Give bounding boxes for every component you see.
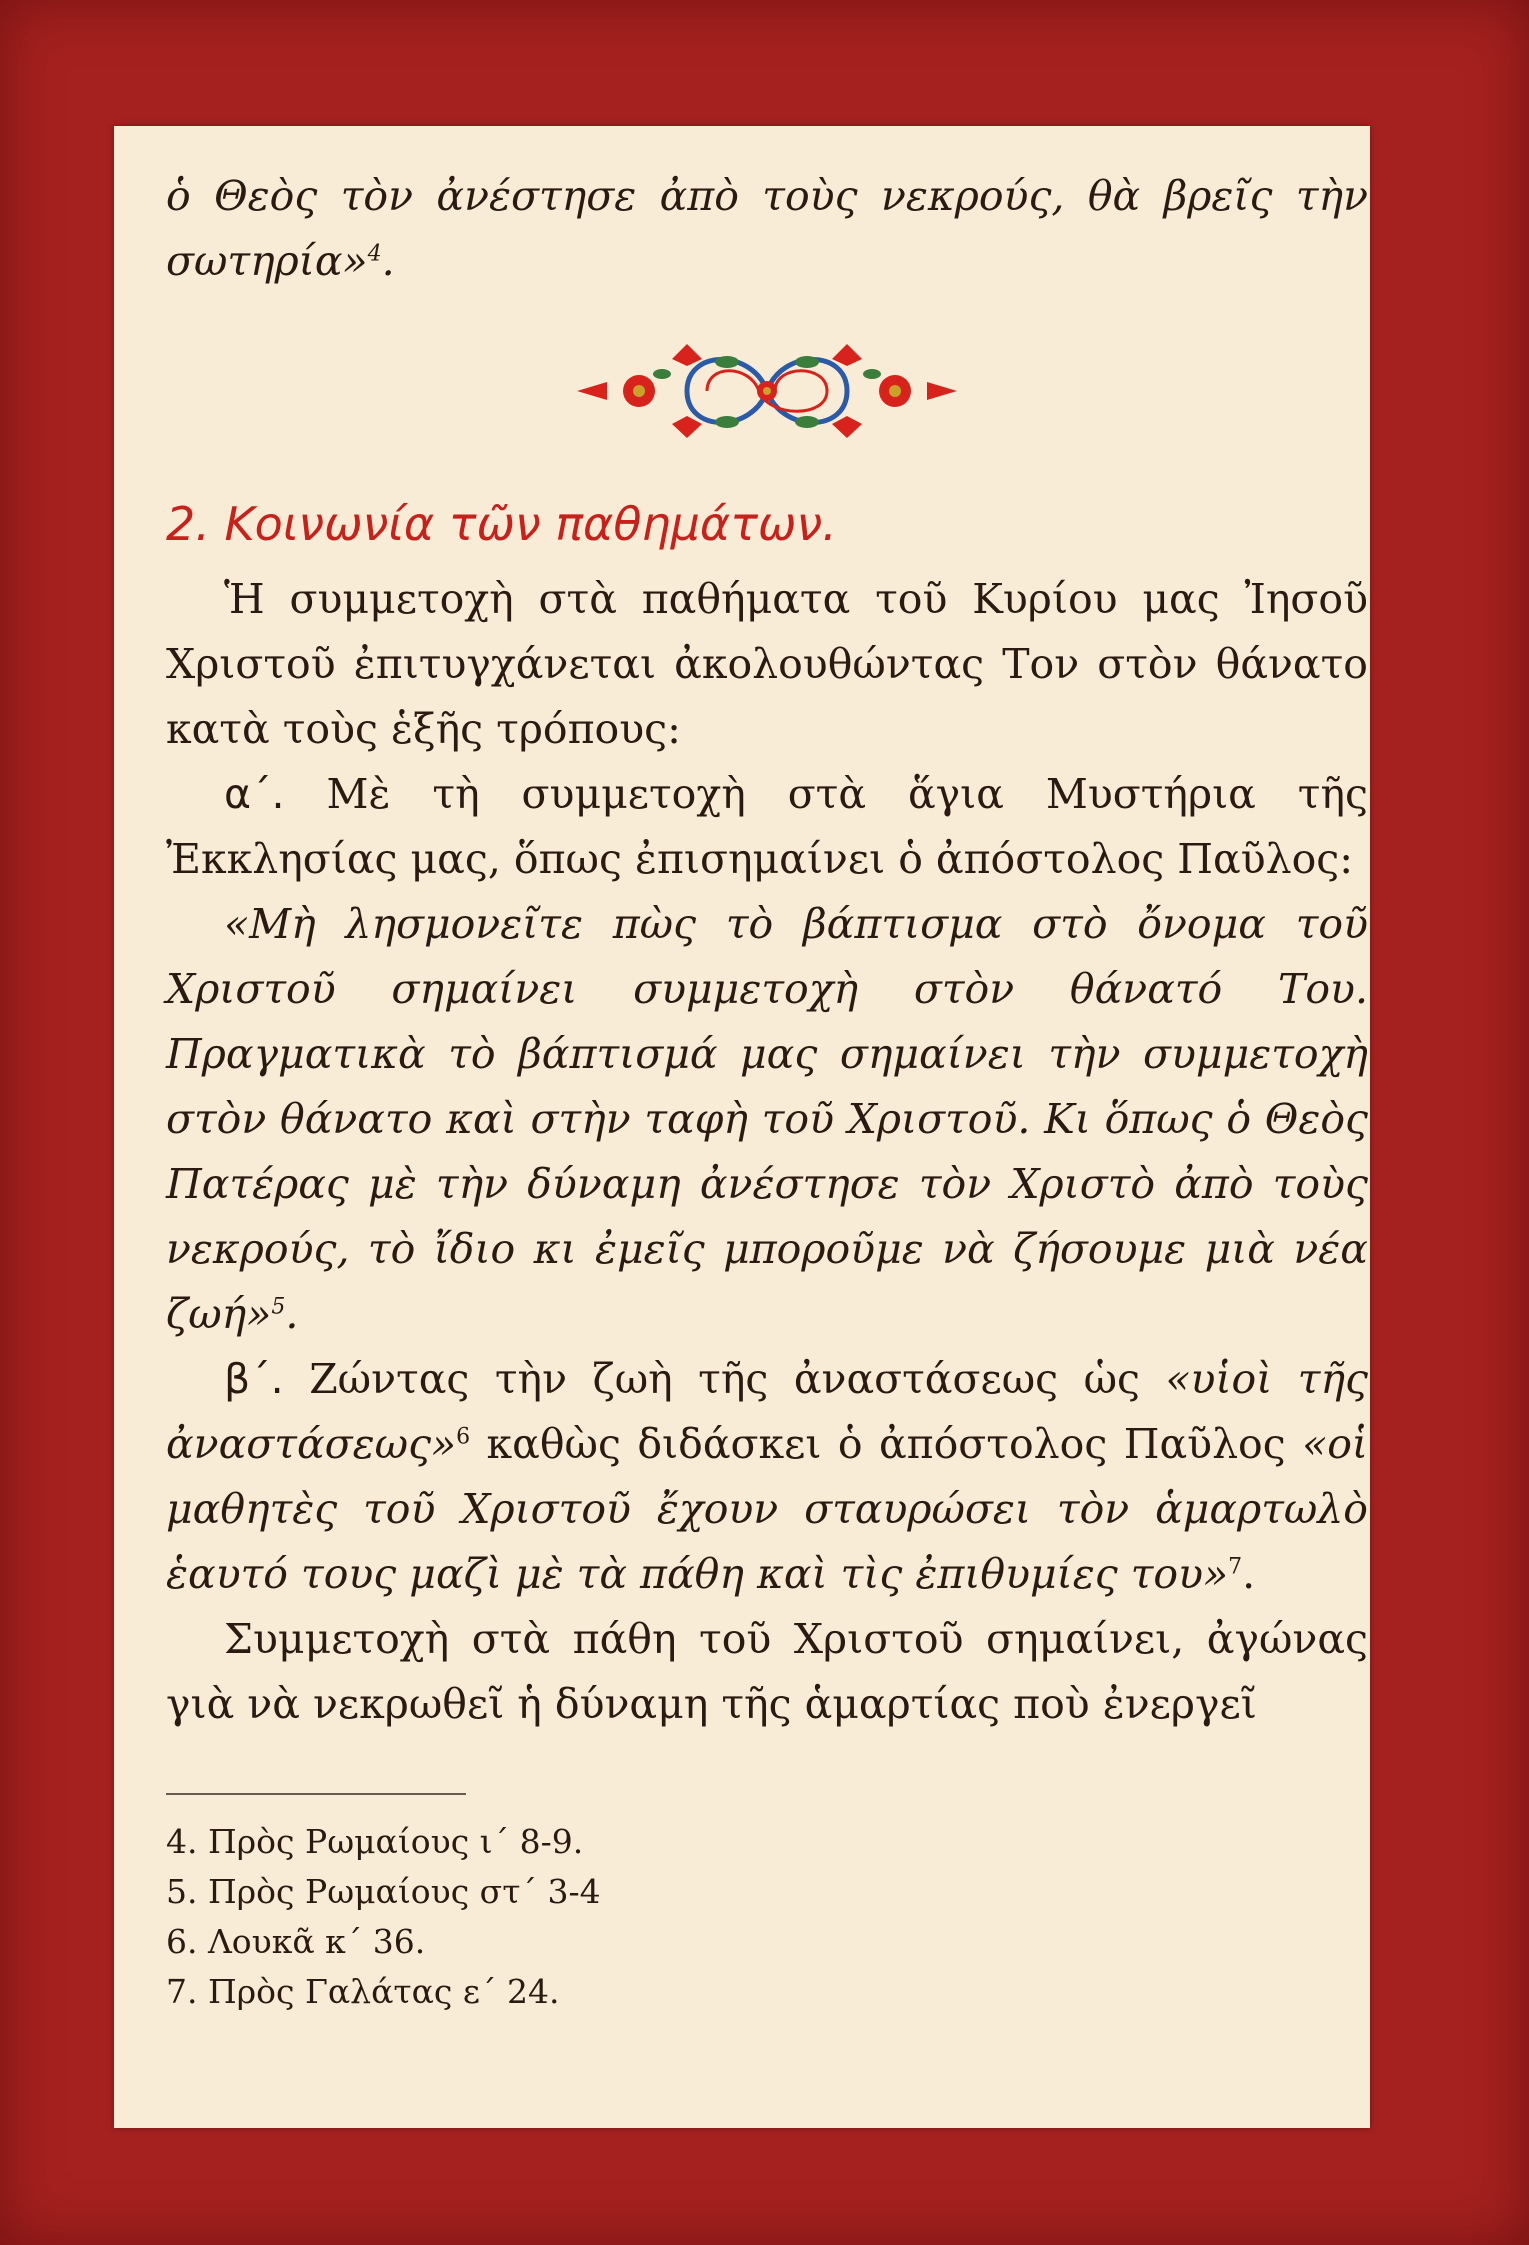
point-b-paragraph: β΄. Ζώντας τὴν ζωὴ τῆς ἀναστάσεως ὡς «υἱοὶ τῆς ἀναστάσεως»$^6$ καθὼς διδάσκει ὁ ἀπόστολος Παῦλος «οἱ μαθητὲς τοῦ Χριστοῦ ἔχουν σταυρώσει τὸν ἁμαρτωλὸ ἑαυτό τους μαζὶ μὲ τὰ πάθη καὶ τὶς ἐπιθυμίες του»$^7$.: [166, 1355, 1368, 1598]
opening-paragraph: ὁ Θεὸς τὸν ἀνέστησε ἀπὸ τοὺς νεκρούς, θὰ βρεῖς τὴν σωτηρία»$^4$.: [166, 172, 1368, 285]
footnote-ref: 4: [367, 241, 382, 267]
point-b-marker: β΄.: [224, 1355, 284, 1403]
page: [114, 126, 1370, 2128]
page-content: [166, 164, 1368, 2017]
section-heading: 2. Κοινωνία τῶν παθημάτων.: [166, 497, 837, 551]
closing-paragraph: Συμμετοχὴ στὰ πάθη τοῦ Χριστοῦ σημαίνει, ἀγώνας γιὰ νὰ νεκρωθεῖ ἡ δύναμη τῆς ἁμαρτίας ποὺ ἐνεργεῖ: [166, 1615, 1368, 1728]
footnote-ref: 5: [271, 1294, 286, 1320]
footnote-item: 6. Λουκᾶ κ΄ 36.: [166, 1922, 426, 1961]
footnote-item: 4. Πρὸς Ρωμαίους ι΄ 8-9.: [166, 1822, 584, 1861]
intro-paragraph: Ἡ συμμετοχὴ στὰ παθήματα τοῦ Κυρίου μας Ἰησοῦ Χριστοῦ ἐπιτυγχάνεται ἀκολουθώντας Τον στὸν θάνατο κατὰ τοὺς ἑξῆς τρόπους:: [166, 575, 1368, 753]
footnote-item: 7. Πρὸς Γαλάτας ε΄ 24.: [166, 1972, 560, 2011]
point-a-quote: «Μὴ λησμονεῖτε πὼς τὸ βάπτισμα στὸ ὄνομα τοῦ Χριστοῦ σημαίνει συμμετοχὴ στὸν θάνατό Του. Πραγματικὰ τὸ βάπτισμά μας σημαίνει τὴν συμμετοχὴ στὸν θάνατο καὶ στὴν ταφὴ τοῦ Χριστοῦ. Κι ὅπως ὁ Θεὸς Πατέρας μὲ τὴν δύναμη ἀνέστησε τὸν Χριστὸ ἀπὸ τοὺς νεκρούς, τὸ ἴδιο κι ἐμεῖς μποροῦμε νὰ ζήσουμε μιὰ νέα ζωή»$^5$.: [166, 900, 1368, 1338]
footnotes-list: [166, 1817, 1368, 2017]
footnote-ref: 6: [456, 1424, 471, 1450]
point-a-paragraph: α΄. Μὲ τὴ συμμετοχὴ στὰ ἅγια Μυστήρια τῆς Ἐκκλησίας μας, ὅπως ἐπισημαίνει ὁ ἀπόστολος Παῦλος:: [166, 770, 1368, 883]
footnote-ref: 7: [1228, 1554, 1243, 1580]
byzantine-floral-ornament-icon: [577, 334, 957, 449]
footnote-divider: [166, 1793, 466, 1795]
footnote-item: 5. Πρὸς Ρωμαίους στ΄ 3-4: [166, 1872, 601, 1911]
point-a-marker: α΄.: [224, 770, 285, 818]
